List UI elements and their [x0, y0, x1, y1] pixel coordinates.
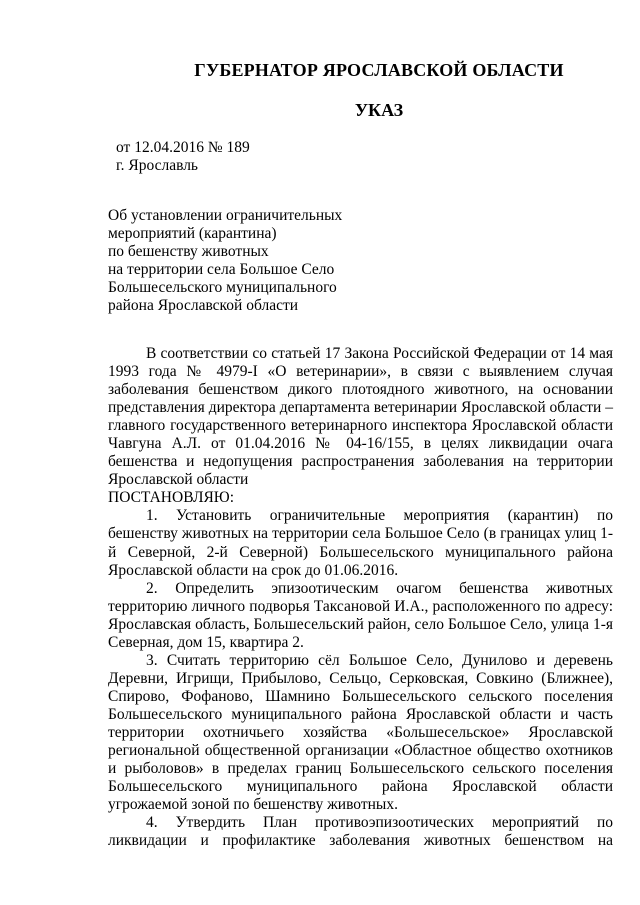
clause-3: 3. Считать территорию сёл Большое Село, Дунилово и деревень Деревни, Игрищи, Прибылово, Сельцо, Серковская, Совкино (Ближнее), Спирово, Фофаново, Шамнино Большесельского сельского поселения Большесельского муниципального района Ярославской области и часть территории охотничьего хозяйства «Большесельское» Ярославской региональной общественной организации «Областное общество охотников и рыболовов» в пределах границ Большесельского сельского поселения Большесельского муниципального района Ярославской области угрожаемой зоной по бешенству животных.: [108, 651, 613, 814]
date-and-number: от 12.04.2016 № 189: [116, 139, 250, 156]
document-subject: [108, 207, 342, 315]
clause-1: 1. Установить ограничительные мероприятия (карантин) по бешенству животных на территории села Большое Село (в границах улиц 1-й Северной, 2-й Северной) Большесельского муниципального района Ярославской области на срок до 01.06.2016.: [108, 507, 613, 579]
subject-line: по бешенству животных: [108, 243, 269, 260]
document-type-title: УКАЗ: [354, 100, 404, 120]
place-of-issue: г. Ярославль: [116, 157, 198, 174]
clause-4: 4. Утвердить План противоэпизоотических мероприятий по ликвидации и профилактике заболевания животных бешенством на: [108, 814, 613, 850]
issuer-title: ГУБЕРНАТОР ЯРОСЛАВСКОЙ ОБЛАСТИ: [194, 60, 564, 80]
preamble-paragraph: В соответствии со статьей 17 Закона Российской Федерации от 14 мая 1993 года № 4979-I «О ветеринарии», в связи с выявлением случая заболевания бешенством дикого плотоядного животного, на основании представления директора департамента ветеринарии Ярославской области – главного государственного ветеринарного инспектора Ярославской области Чавгуна А.Л. от 01.04.2016 № 04-16/155, в целях ликвидации очага бешенства и недопущения распространения заболевания на территории Ярославской области: [108, 345, 613, 489]
subject-line: Большесельского муниципального: [108, 279, 337, 296]
subject-line: мероприятий (карантина): [108, 225, 277, 242]
document-meta: [116, 139, 250, 175]
decree-word: ПОСТАНОВЛЯЮ:: [108, 489, 235, 507]
document-body: [108, 345, 613, 850]
subject-line: на территории села Большое Село: [108, 261, 335, 278]
subject-line: района Ярославской области: [108, 297, 299, 314]
clause-2: 2. Определить эпизоотическим очагом бешенства животных территорию личного подворья Таксановой И.А., расположенного по адресу: Ярославская область, Большесельский район, село Большое Село, улица 1-я Северная, дом 15, квартира 2.: [108, 579, 613, 651]
subject-line: Об установлении ограничительных: [108, 207, 343, 224]
